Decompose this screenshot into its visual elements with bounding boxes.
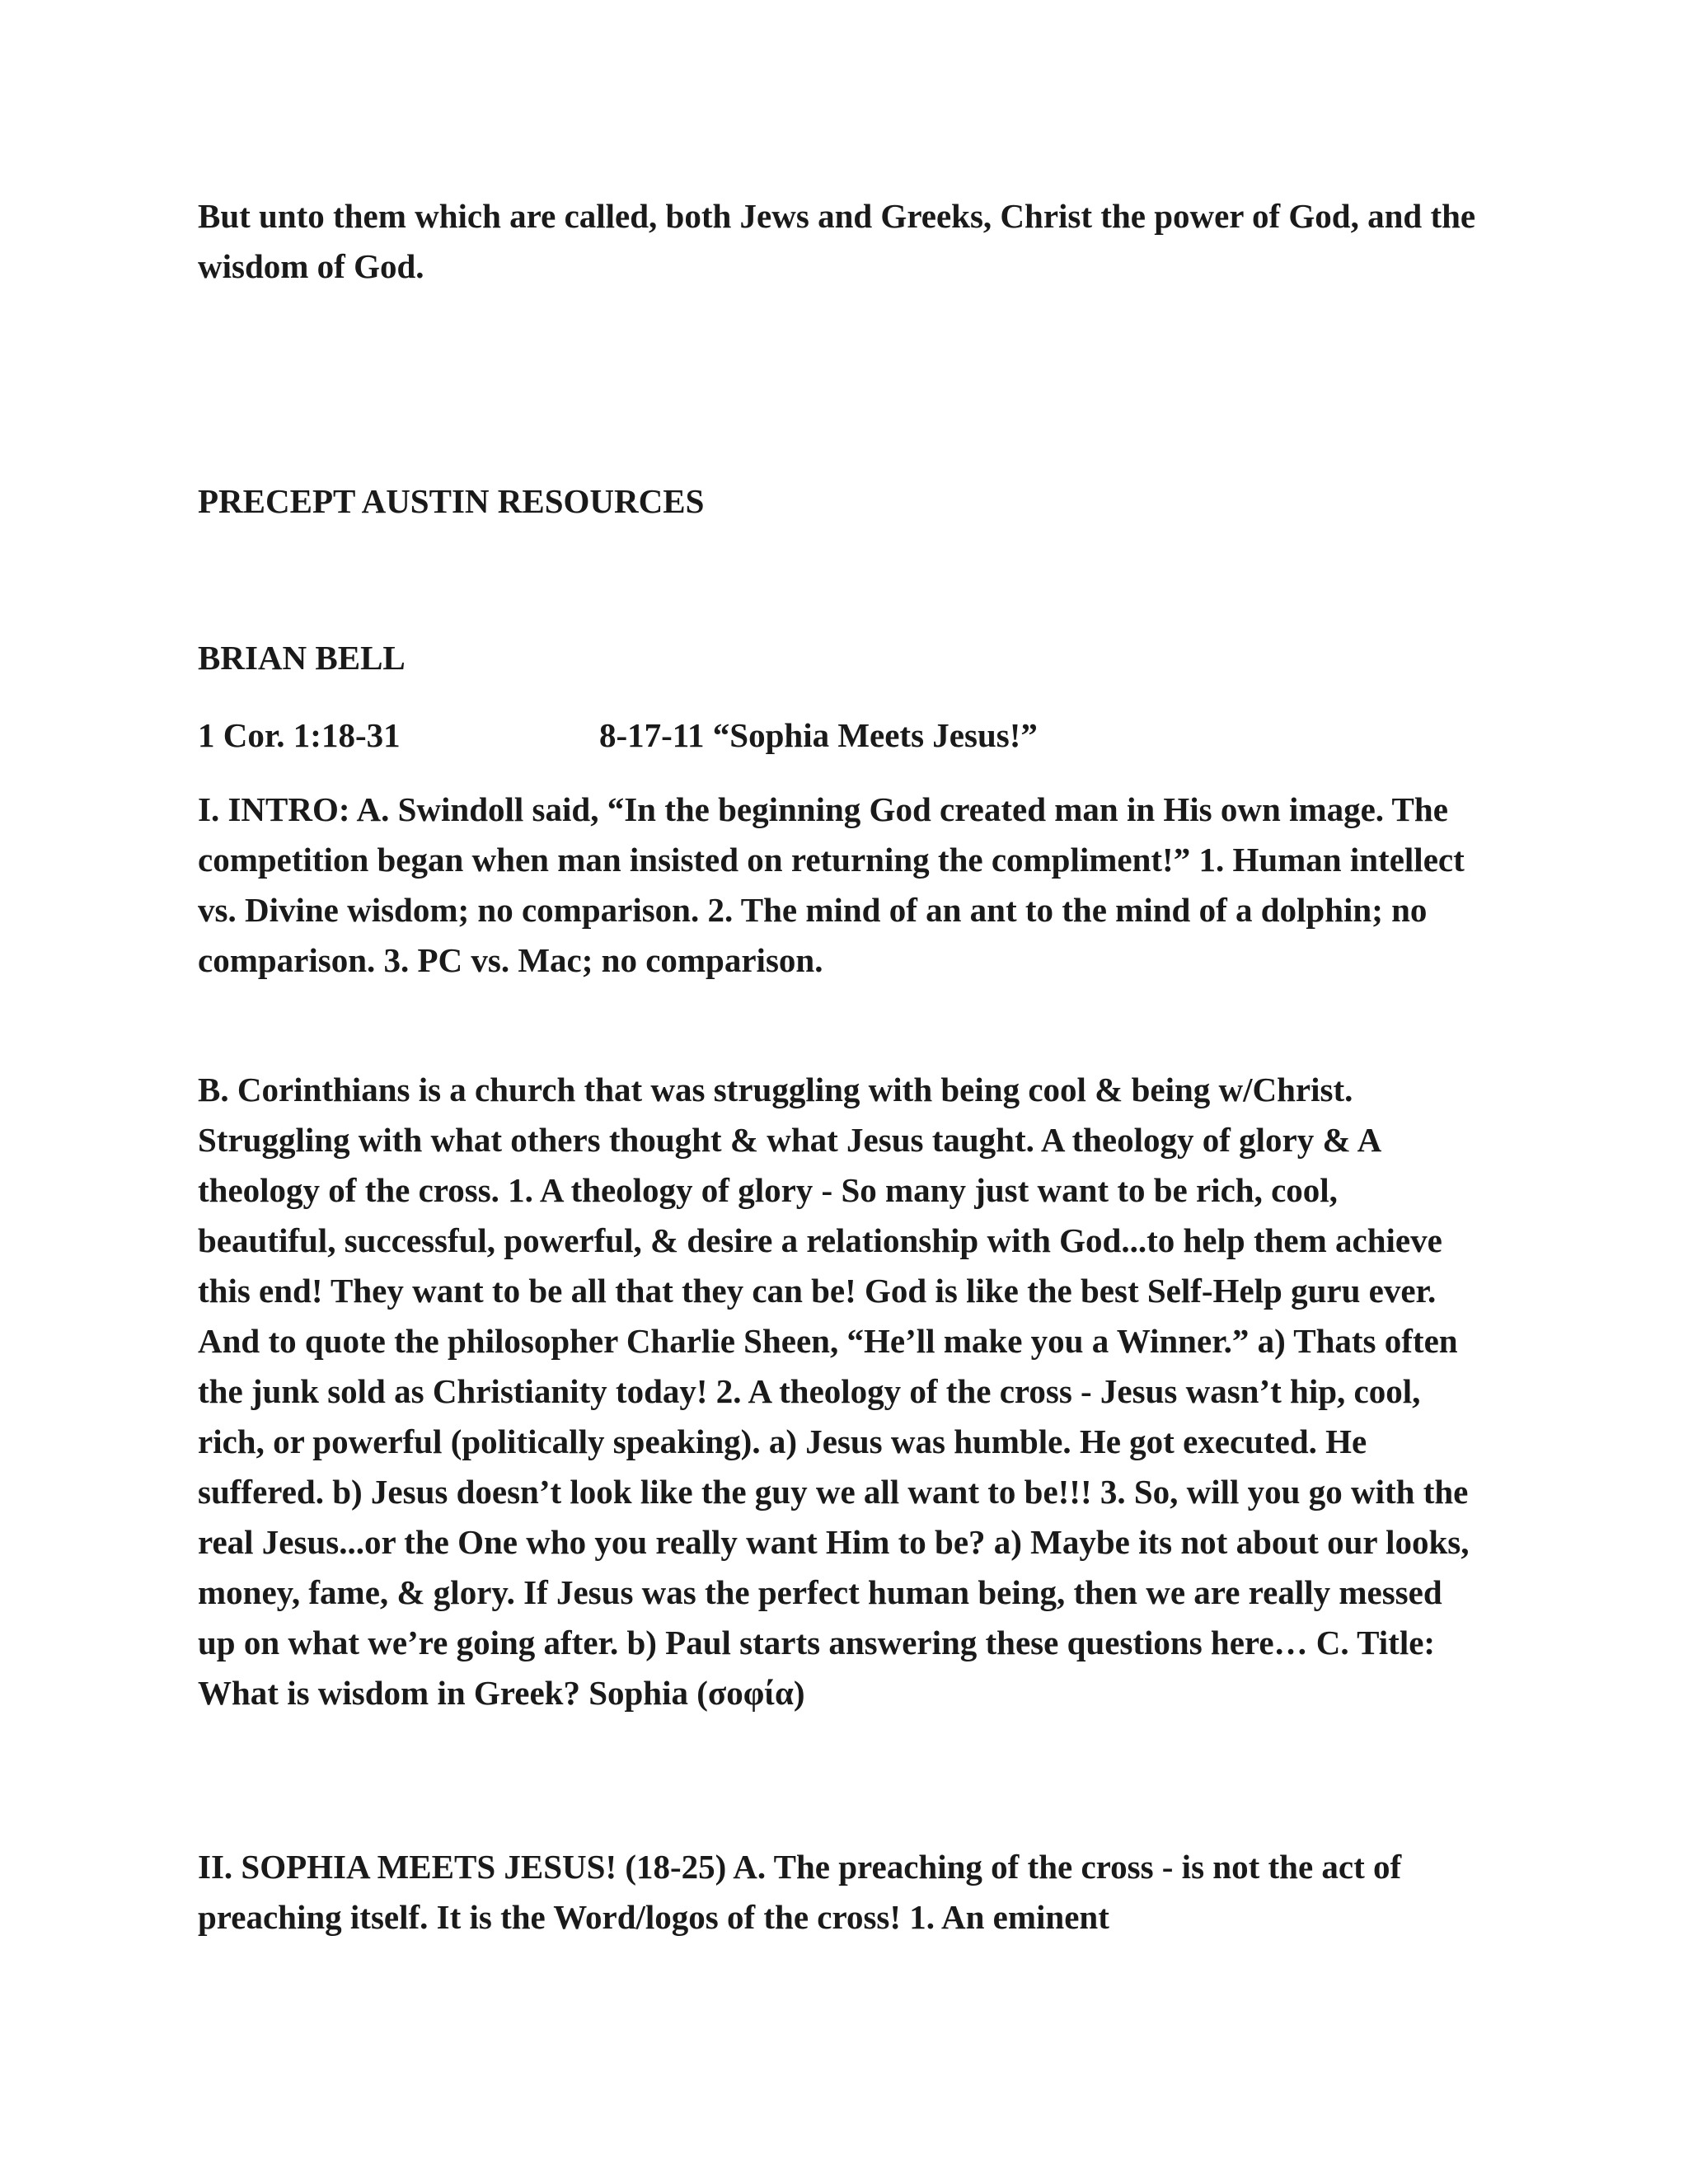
sophia-meets-jesus-paragraph: II. SOPHIA MEETS JESUS! (18-25) A. The preaching of the cross - is not the act of preaching itself. It is the Word/logos of the cross! 1. An eminent <box>198 1848 1402 1936</box>
author-heading: BRIAN BELL <box>198 639 406 677</box>
sermon-date-title: 8-17-11 “Sophia Meets Jesus!” <box>599 716 1038 754</box>
corinthians-paragraph: B. Corinthians is a church that was struggling with being cool & being w/Christ. Struggling with what others thought & what Jesus taught. A theology of glory & A theology of the cross. 1. A theology of glory - So many just want to be rich, cool, beautiful, successful, powerful, & desire a relationship with God...to help them achieve this end! They want to be all that they can be! God is like the best Self-Help guru ever. And to quote the philosopher Charlie Sheen, “He’ll make you a Winner.” a) Thats often the junk sold as Christianity today! 2. A theology of the cross - Jesus wasn’t hip, cool, rich, or powerful (politically speaking). a) Jesus was humble. He got executed. He suffered. b) Jesus doesn’t look like the guy we all want to be!!! 3. So, will you go with the real Jesus...or the One who you really want Him to be? a) Maybe its not about our looks, money, fame, & glory. If Jesus was the perfect human being, then we are really messed up on what we’re going after. b) Paul starts answering these questions here… C. Title: What is wisdom in Greek? Sophia (σοφία) <box>198 1071 1470 1712</box>
scripture-reference: 1 Cor. 1:18-31 <box>198 716 401 754</box>
resources-heading: PRECEPT AUSTIN RESOURCES <box>198 482 705 520</box>
sermon-reference-line <box>198 710 1484 761</box>
opening-verse: But unto them which are called, both Jews and Greeks, Christ the power of God, and the wisdom of God. <box>198 197 1476 285</box>
intro-paragraph: I. INTRO: A. Swindoll said, “In the beginning God created man in His own image. The competition began when man insisted on returning the compliment!” 1. Human intellect vs. Divine wisdom; no comparison. 2. The mind of an ant to the mind of a dolphin; no comparison. 3. PC vs. Mac; no comparison. <box>198 790 1465 979</box>
